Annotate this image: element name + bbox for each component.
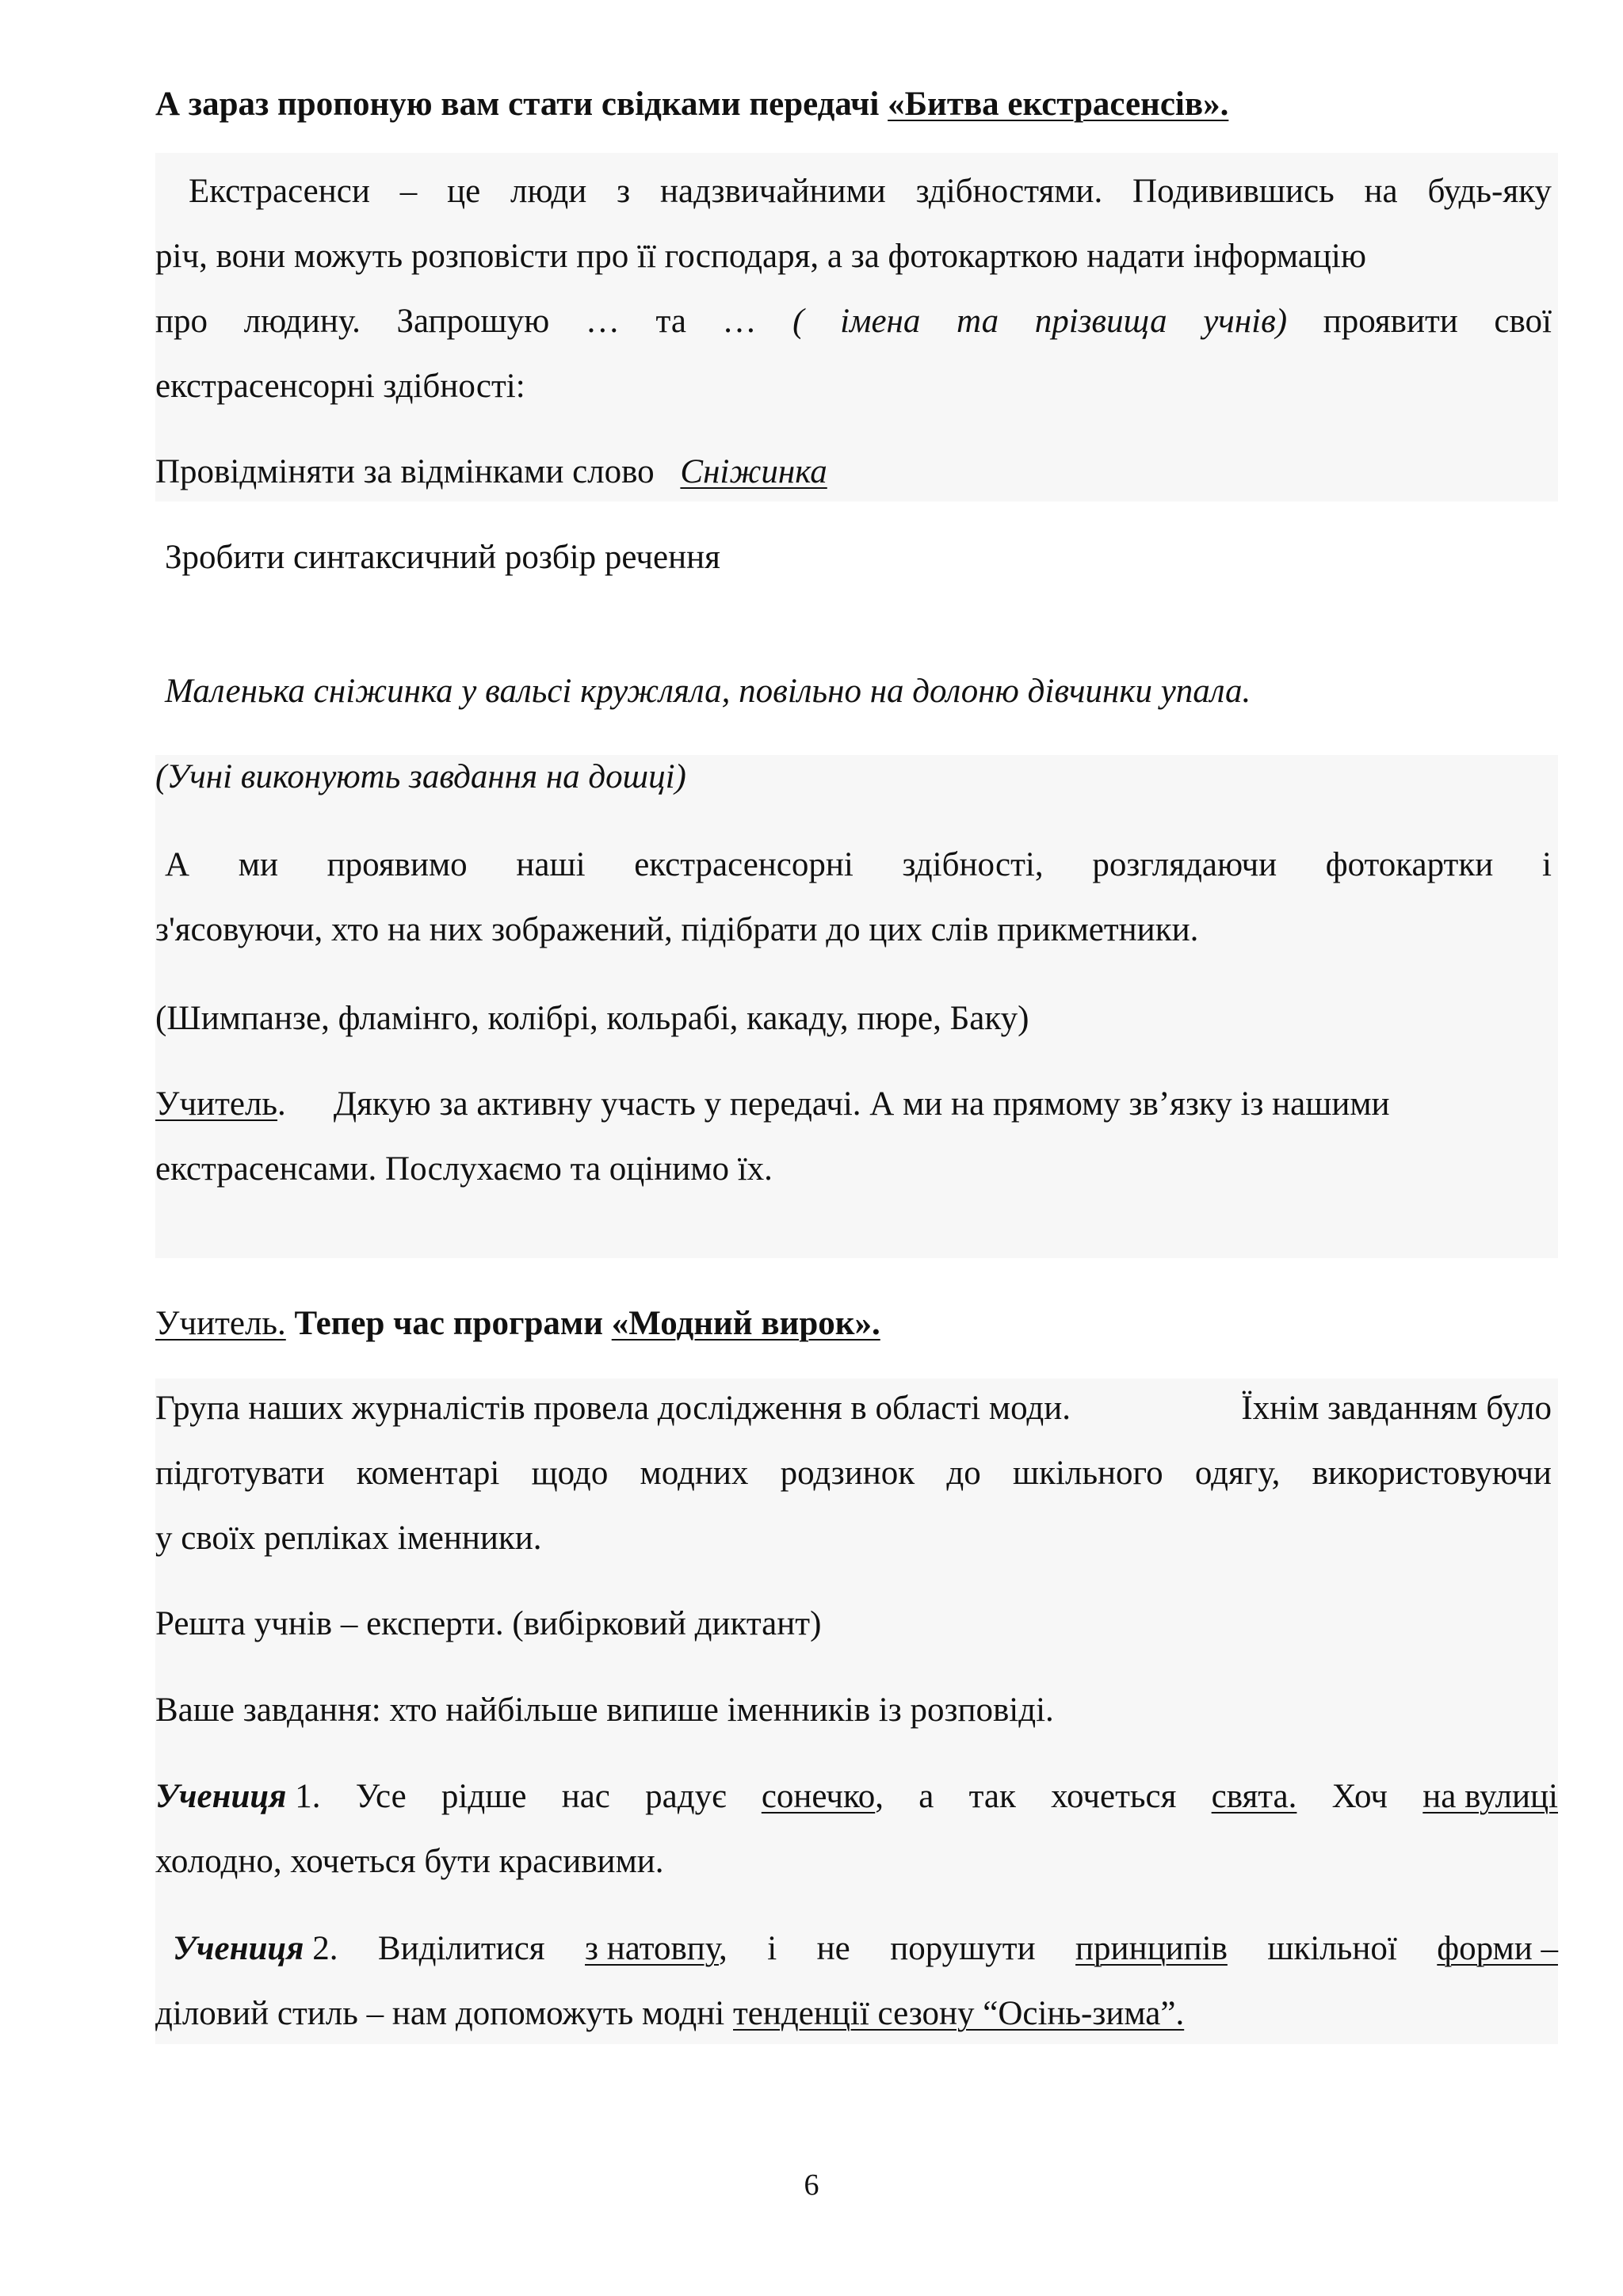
word: Хоч bbox=[1331, 1778, 1388, 1815]
student1-label: Учениця 1. bbox=[155, 1778, 321, 1815]
word: а bbox=[918, 1778, 934, 1815]
paragraph1-line1 bbox=[189, 170, 1552, 214]
task-syntax-analysis: Зробити синтаксичний розбір речення bbox=[165, 539, 720, 576]
paragraph2-line2: з'ясовуючи, хто на них зображений, підібрати до цих слів прикметники. bbox=[155, 911, 1199, 948]
teacher-label: Учитель bbox=[155, 1085, 278, 1123]
word: і bbox=[1541, 846, 1552, 883]
board-note: (Учні виконують завдання на дошці) bbox=[155, 758, 686, 795]
task-decline-word bbox=[155, 450, 827, 494]
word: та bbox=[655, 303, 686, 340]
section2-paragraph-line1 bbox=[155, 1386, 1552, 1431]
word: – bbox=[399, 173, 418, 210]
teacher-dot: . bbox=[277, 1085, 286, 1123]
word: наші bbox=[516, 846, 586, 883]
word: щодо bbox=[531, 1455, 609, 1492]
student2-line2-text: діловий стиль – нам допоможуть модні bbox=[155, 1995, 734, 2032]
season-trends: тенденції сезону “Осінь-зима”. bbox=[733, 1995, 1185, 2032]
word: використовуючи bbox=[1312, 1455, 1552, 1492]
word: ( bbox=[792, 303, 804, 340]
section2-heading-text: Тепер час програми bbox=[285, 1305, 612, 1342]
word: людину. bbox=[243, 303, 361, 340]
word: фотокартки bbox=[1325, 846, 1494, 883]
word: коментарі bbox=[356, 1455, 500, 1492]
word: … bbox=[585, 303, 620, 340]
word: … bbox=[722, 303, 757, 340]
word: і bbox=[767, 1930, 777, 1967]
word: про bbox=[155, 303, 208, 340]
paragraph1-line2: річ, вони можуть розповісти про її господаря, а за фотокарткою надати інформацію bbox=[155, 238, 1366, 275]
task1-word: Сніжинка bbox=[680, 453, 827, 490]
paragraph1-line4: екстрасенсорні здібності: bbox=[155, 368, 525, 405]
show-title-modnyi: «Модний вирок». bbox=[611, 1305, 880, 1342]
teacher-thanks-line2: екстрасенсами. Послухаємо та оцінимо їх. bbox=[155, 1150, 773, 1188]
word: Усе bbox=[355, 1778, 407, 1815]
word: Запрошую bbox=[396, 303, 550, 340]
word: Екстрасенси bbox=[189, 173, 370, 210]
word: форми – bbox=[1437, 1930, 1558, 1967]
word: на вулиці bbox=[1423, 1778, 1558, 1815]
word: розглядаючи bbox=[1092, 846, 1277, 883]
task1-text: Провідміняти за відмінками слово bbox=[155, 453, 663, 490]
word: це bbox=[447, 173, 481, 210]
word: нас bbox=[561, 1778, 610, 1815]
word: ми bbox=[238, 846, 278, 883]
word: радує bbox=[645, 1778, 727, 1815]
student1-line2: холодно, хочеться бути красивими. bbox=[155, 1843, 664, 1880]
teacher-label: Учитель. bbox=[155, 1305, 286, 1342]
paragraph2-line1 bbox=[165, 843, 1552, 887]
student2-line1 bbox=[173, 1927, 1558, 1971]
section2-heading bbox=[155, 1302, 880, 1346]
text-part: Їхнім завданням було bbox=[1241, 1390, 1552, 1427]
section2-paragraph-line3: у своїх репліках іменники. bbox=[155, 1520, 542, 1557]
word: імена bbox=[840, 303, 921, 340]
word: Виділитися bbox=[377, 1930, 545, 1967]
section2-paragraph-line2 bbox=[155, 1451, 1552, 1496]
word: будь-яку bbox=[1427, 173, 1552, 210]
word: підготувати bbox=[155, 1455, 325, 1492]
word: Подивившись bbox=[1132, 173, 1335, 210]
word: А bbox=[165, 846, 190, 883]
text-part: Група наших журналістів провела дослідження в області моди. bbox=[155, 1390, 1071, 1427]
teacher-thanks-text: Дякую за активну участь у передачі. А ми на прямому зв’язку із нашими bbox=[333, 1085, 1390, 1123]
word: так bbox=[968, 1778, 1016, 1815]
word: модних bbox=[640, 1455, 749, 1492]
example-sentence: Маленька сніжинка у вальсі кружляла, повільно на долоню дівчинки упала. bbox=[165, 673, 1251, 710]
word: принципів bbox=[1075, 1930, 1228, 1967]
word: хочеться bbox=[1051, 1778, 1177, 1815]
word: проявимо bbox=[327, 846, 468, 883]
teacher-thanks-line1 bbox=[155, 1082, 1390, 1127]
word: одягу, bbox=[1194, 1455, 1281, 1492]
task-line: Ваше завдання: хто найбільше випише іменників із розповіді. bbox=[155, 1691, 1054, 1729]
word: з натовпу, bbox=[585, 1930, 727, 1967]
word: люди bbox=[510, 173, 587, 210]
page-number: 6 bbox=[804, 2168, 819, 2202]
word: сонечко, bbox=[761, 1778, 884, 1815]
section1-heading-text: А зараз пропоную вам стати свідками передачі bbox=[155, 86, 888, 123]
word: здібності, bbox=[902, 846, 1044, 883]
word: з bbox=[617, 173, 631, 210]
word: та bbox=[957, 303, 999, 340]
word: на bbox=[1364, 173, 1398, 210]
paragraph1-line3 bbox=[155, 299, 1552, 344]
student2-label: Учениця 2. bbox=[173, 1930, 338, 1967]
word: родзинок bbox=[780, 1455, 915, 1492]
student1-line1 bbox=[155, 1775, 1558, 1819]
word: не bbox=[816, 1930, 850, 1967]
word: порушути bbox=[890, 1930, 1036, 1967]
word: учнів) bbox=[1203, 303, 1288, 340]
student2-line2 bbox=[155, 1992, 1184, 2036]
word: проявити bbox=[1323, 303, 1458, 340]
word: до bbox=[946, 1455, 981, 1492]
word: надзвичайними bbox=[660, 173, 886, 210]
word-list: (Шимпанзе, фламінго, колібрі, кольрабі, какаду, пюре, Баку) bbox=[155, 1000, 1029, 1037]
show-title-bytva: «Битва екстрасенсів». bbox=[888, 86, 1229, 123]
section1-heading bbox=[155, 82, 1228, 127]
word: прізвища bbox=[1034, 303, 1167, 340]
word: екстрасенсорні bbox=[634, 846, 854, 883]
word: здібностями. bbox=[915, 173, 1103, 210]
word: рідше bbox=[441, 1778, 527, 1815]
experts-line: Решта учнів – експерти. (вибірковий диктант) bbox=[155, 1605, 822, 1642]
word: шкільної bbox=[1267, 1930, 1397, 1967]
word: свята. bbox=[1211, 1778, 1297, 1815]
word: свої bbox=[1494, 303, 1552, 340]
word: шкільного bbox=[1013, 1455, 1163, 1492]
